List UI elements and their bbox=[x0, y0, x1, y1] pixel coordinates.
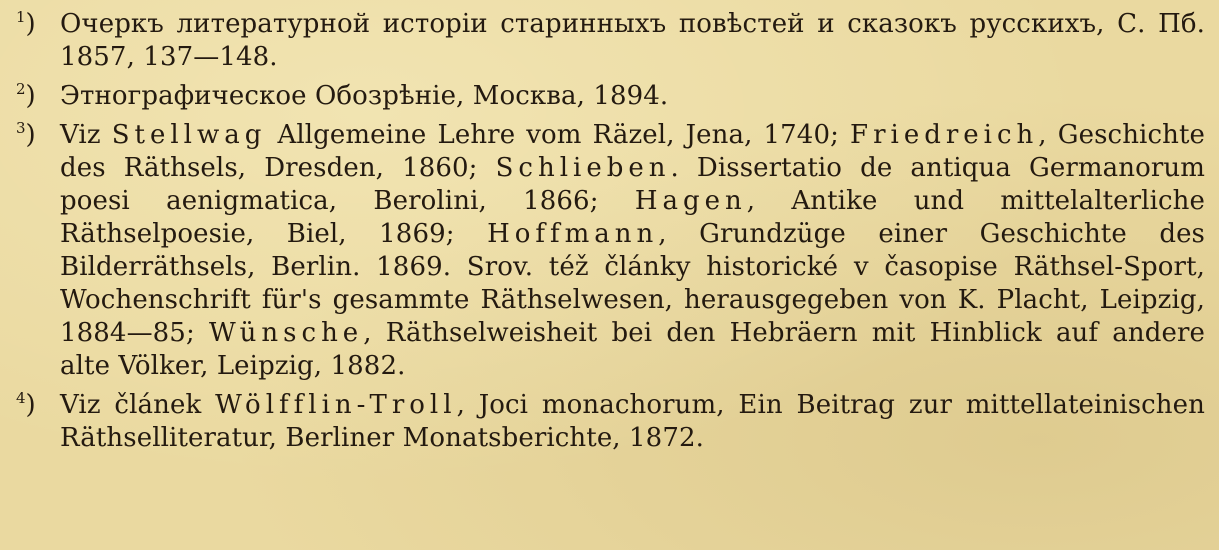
footnote-text-segment: Этнографическое Обозрѣніе, Москва, 1894. bbox=[60, 81, 669, 111]
footnote-2 bbox=[16, 80, 1205, 113]
footnote-text bbox=[60, 119, 1205, 383]
footnote-text bbox=[60, 389, 1205, 455]
footnote-text-segment: , Räthselweisheit bei den Hebräern mit Hinblick auf andere alte Völker, Leipzig, 1882. bbox=[60, 318, 1205, 381]
footnote-marker: $^2$) bbox=[16, 80, 36, 111]
author-name-spaced: Stellwag bbox=[111, 120, 267, 150]
footnote-text-segment: Viz článek bbox=[60, 390, 216, 420]
footnote-text-segment: , Joci monachorum, Ein Beitrag zur mittellateinischen Räthselliteratur, Berliner Monatsberichte, 1872. bbox=[60, 390, 1205, 453]
author-name-spaced: Hoffmann bbox=[487, 219, 659, 249]
footnote-text bbox=[60, 8, 1205, 74]
footnote-text-segment: , Geschichte des Räthsels, Dresden, 1860; bbox=[60, 120, 1205, 183]
footnote-text-segment: . Dissertatio de antiqua Germanorum poesi aenigmatica, Berolini, 1866; bbox=[60, 153, 1205, 216]
author-name-spaced: Schlieben bbox=[495, 153, 671, 183]
footnote-marker: $^1$) bbox=[16, 8, 36, 39]
footnote-text-segment: Очеркъ литературной исторіи старинныхъ повѣстей и сказокъ русскихъ, С. Пб. 1857, 137—148. bbox=[60, 9, 1205, 72]
footnote-text-segment: , Grundzüge einer Geschichte des Bilderräthsels, Berlin. 1869. Srov. též články historické v časopise Räthsel-Sport, Wochenschrift für's gesammte Räthselwesen, herausgegeben von K. Placht, Leipzig, 1884—85; bbox=[60, 219, 1205, 348]
footnote-marker: $^3$) bbox=[16, 119, 36, 150]
footnote-list bbox=[16, 8, 1205, 455]
author-name-spaced: Friedreich bbox=[850, 120, 1039, 150]
footnote-marker: $^4$) bbox=[16, 389, 36, 420]
author-name-spaced: Wölfflin-Troll bbox=[215, 390, 457, 420]
footnote-text-segment: Viz bbox=[60, 120, 112, 150]
footnote-3 bbox=[16, 119, 1205, 383]
author-name-spaced: Hagen bbox=[634, 186, 747, 216]
footnote-text-segment: Allgemeine Lehre vom Räzel, Jena, 1740; bbox=[266, 120, 851, 150]
footnote-1 bbox=[16, 8, 1205, 74]
footnote-4 bbox=[16, 389, 1205, 455]
footnote-text-segment: , Antike und mittelalterliche Räthselpoesie, Biel, 1869; bbox=[60, 186, 1205, 249]
author-name-spaced: Wünsche bbox=[209, 318, 364, 348]
footnote-text bbox=[60, 80, 1205, 113]
